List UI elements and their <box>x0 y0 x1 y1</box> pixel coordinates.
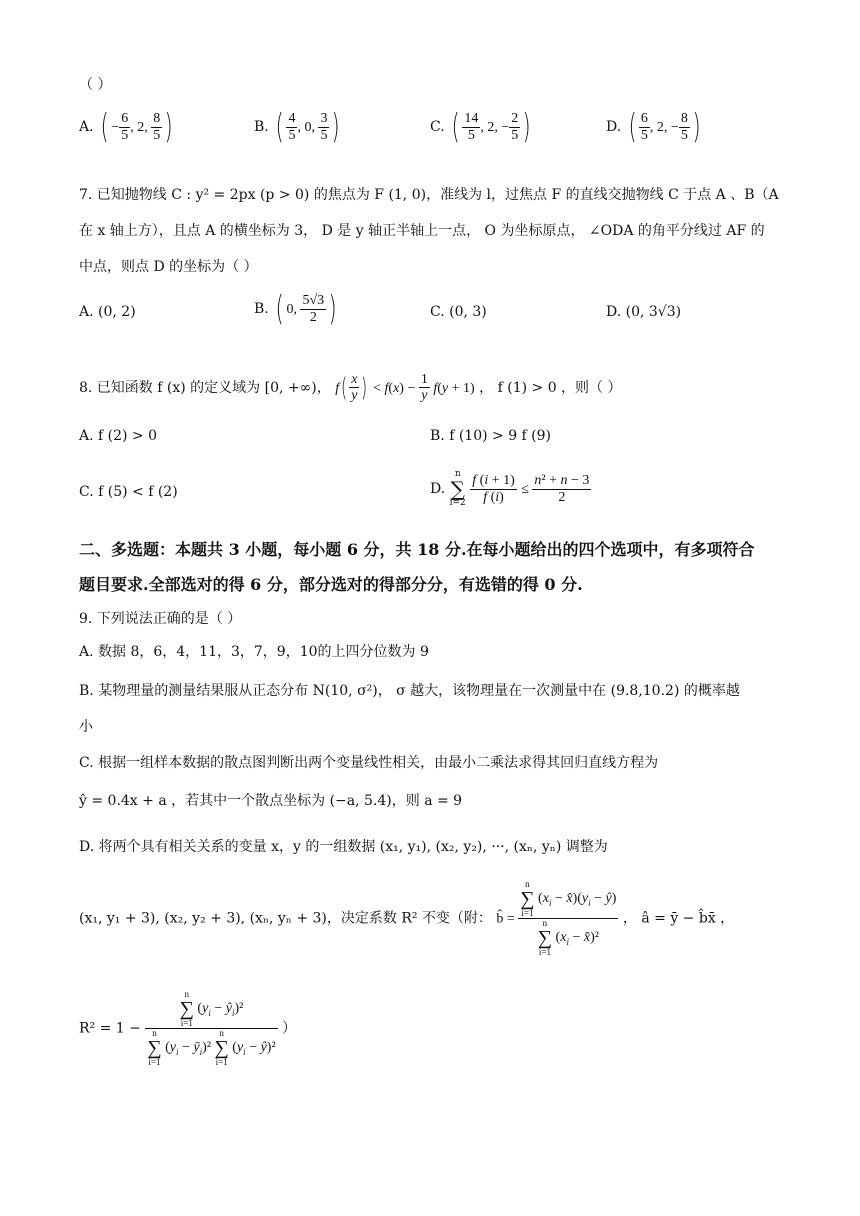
q9-stem: 9. 下列说法正确的是（ ） <box>79 611 242 627</box>
q9-option-c-line1[interactable]: C. 根据一组样本数据的散点图判断出两个变量线性相关，由最小二乘法求得其回归直线方程为 <box>79 755 659 771</box>
q7-option-c[interactable]: C. (0, 3) <box>430 304 487 320</box>
r-squared-formula: n ∑ i=1 ($y_i$ − $ŷ_i)^2$ n ∑ i=1 ($y_i$ − $ȳ_i)^2$ n ∑ i=1 ($y_i$ − ŷ)² <box>147 989 276 1067</box>
q6-option-c[interactable]: C. ( $\frac{14}{5}$ , 2, − $\frac{2}{5}$ ) <box>430 107 531 147</box>
q8-option-d[interactable]: D. n ∑ i=2 $\frac{f (i + 1)}{f (i)}$ ≤ $\frac{\text{n² + n − 3}}{2}$ <box>430 469 590 508</box>
q6-option-b[interactable]: B. ( $\frac{4}{5}$ , 0, $\frac{3}{5}$ ) <box>254 107 341 147</box>
q7-stem-line2: 在 x 轴上方），且点 A 的横坐标为 3， D 是 y 轴正半轴上一点， O 为坐标原点， ∠ODA 的角平分线过 AF 的 <box>79 223 765 239</box>
q8-option-b[interactable]: B. f (10) > 9 f (9) <box>430 428 552 444</box>
q6-option-d[interactable]: D. ( $\frac{6}{5}$ , 2, − $\frac{8}{5}$ ) <box>606 107 701 147</box>
section2-heading-line1: 二、多选题：本题共 3 小题，每小题 6 分，共 18 分.在每小题给出的四个选项中，有多项符合 <box>79 540 755 559</box>
q8-stem: 8. 已知函数 f (x) 的定义域为 [0, +∞)， f( $\frac{x}{y}$ ) < f(x) − $\frac{1}{y}$ f(y + 1) ， f (1) > 0 ，则（ ） <box>79 372 622 404</box>
q7-stem-line1: 7. 已知抛物线 C : y² = 2px (p > 0) 的焦点为 F (1, 0)，准线为 l，过焦点 F 的直线交抛物线 C 于点 A 、B（A <box>79 187 779 203</box>
q8-option-c[interactable]: C. f (5) < f (2) <box>79 484 178 500</box>
b-hat-formula: n ∑ i=1 ($x_i$ − $x̂)(y_i$ − ŷ) n ∑ i=1 ($x_i$ − x̂)² <box>520 879 617 957</box>
q9-option-d-line2: (x₁, y₁ + 3), (x₂, y₂ + 3), (xₙ, yₙ + 3)，决定系数 R² 不变（附： b̂ = n ∑ i=1 ($x_i$ − $x̂)(y_i$ − ŷ) n ∑ i=1 ($x_i$ − x̂)² ， â = ȳ − b̂x̄ ， <box>79 879 735 957</box>
q7-stem-line3: 中点，则点 D 的坐标为（ ） <box>79 259 258 275</box>
q9-option-d-line3: R² = 1 − n ∑ i=1 ($y_i$ − $ŷ_i)^2$ n ∑ i=1 ($y_i$ − $ȳ_i)^2$ n ∑ i=1 ($y_i$ − ŷ)² ） <box>79 989 297 1067</box>
q8-option-a[interactable]: A. f (2) > 0 <box>79 428 158 444</box>
q9-option-a[interactable]: A. 数据 8，6，4，11，3，7，9，10的上四分位数为 9 <box>79 644 429 660</box>
q7-option-d[interactable]: D. (0, 3√3) <box>606 304 682 320</box>
q9-option-b-line1[interactable]: B. 某物理量的测量结果服从正态分布 N(10, σ²)， σ 越大，该物理量在一次测量中在 (9.8,10.2) 的概率越 <box>79 683 740 699</box>
q9-option-c-line2: ŷ = 0.4x + a ，若其中一个散点坐标为 (−a, 5.4)，则 a = 9 <box>79 793 463 809</box>
q9-option-b-line2: 小 <box>79 719 93 735</box>
q7-option-b[interactable]: B. ( 0, $\frac{5√3}{2}$ ) <box>254 289 337 329</box>
q6-answer-blank: （ ） <box>79 77 112 93</box>
section2-heading-line2: 题目要求.全部选对的得 6 分，部分选对的得部分分，有选错的得 0 分. <box>79 575 583 594</box>
q7-option-a[interactable]: A. (0, 2) <box>79 304 136 320</box>
q9-option-d-line1[interactable]: D. 将两个具有相关关系的变量 x，y 的一组数据 (x₁, y₁), (x₂, y₂), ···, (xₙ, yₙ) 调整为 <box>79 839 608 855</box>
q6-option-a[interactable]: A. ( − $\frac{6}{5}$ , 2, $\frac{8}{5}$ ) <box>79 107 173 147</box>
